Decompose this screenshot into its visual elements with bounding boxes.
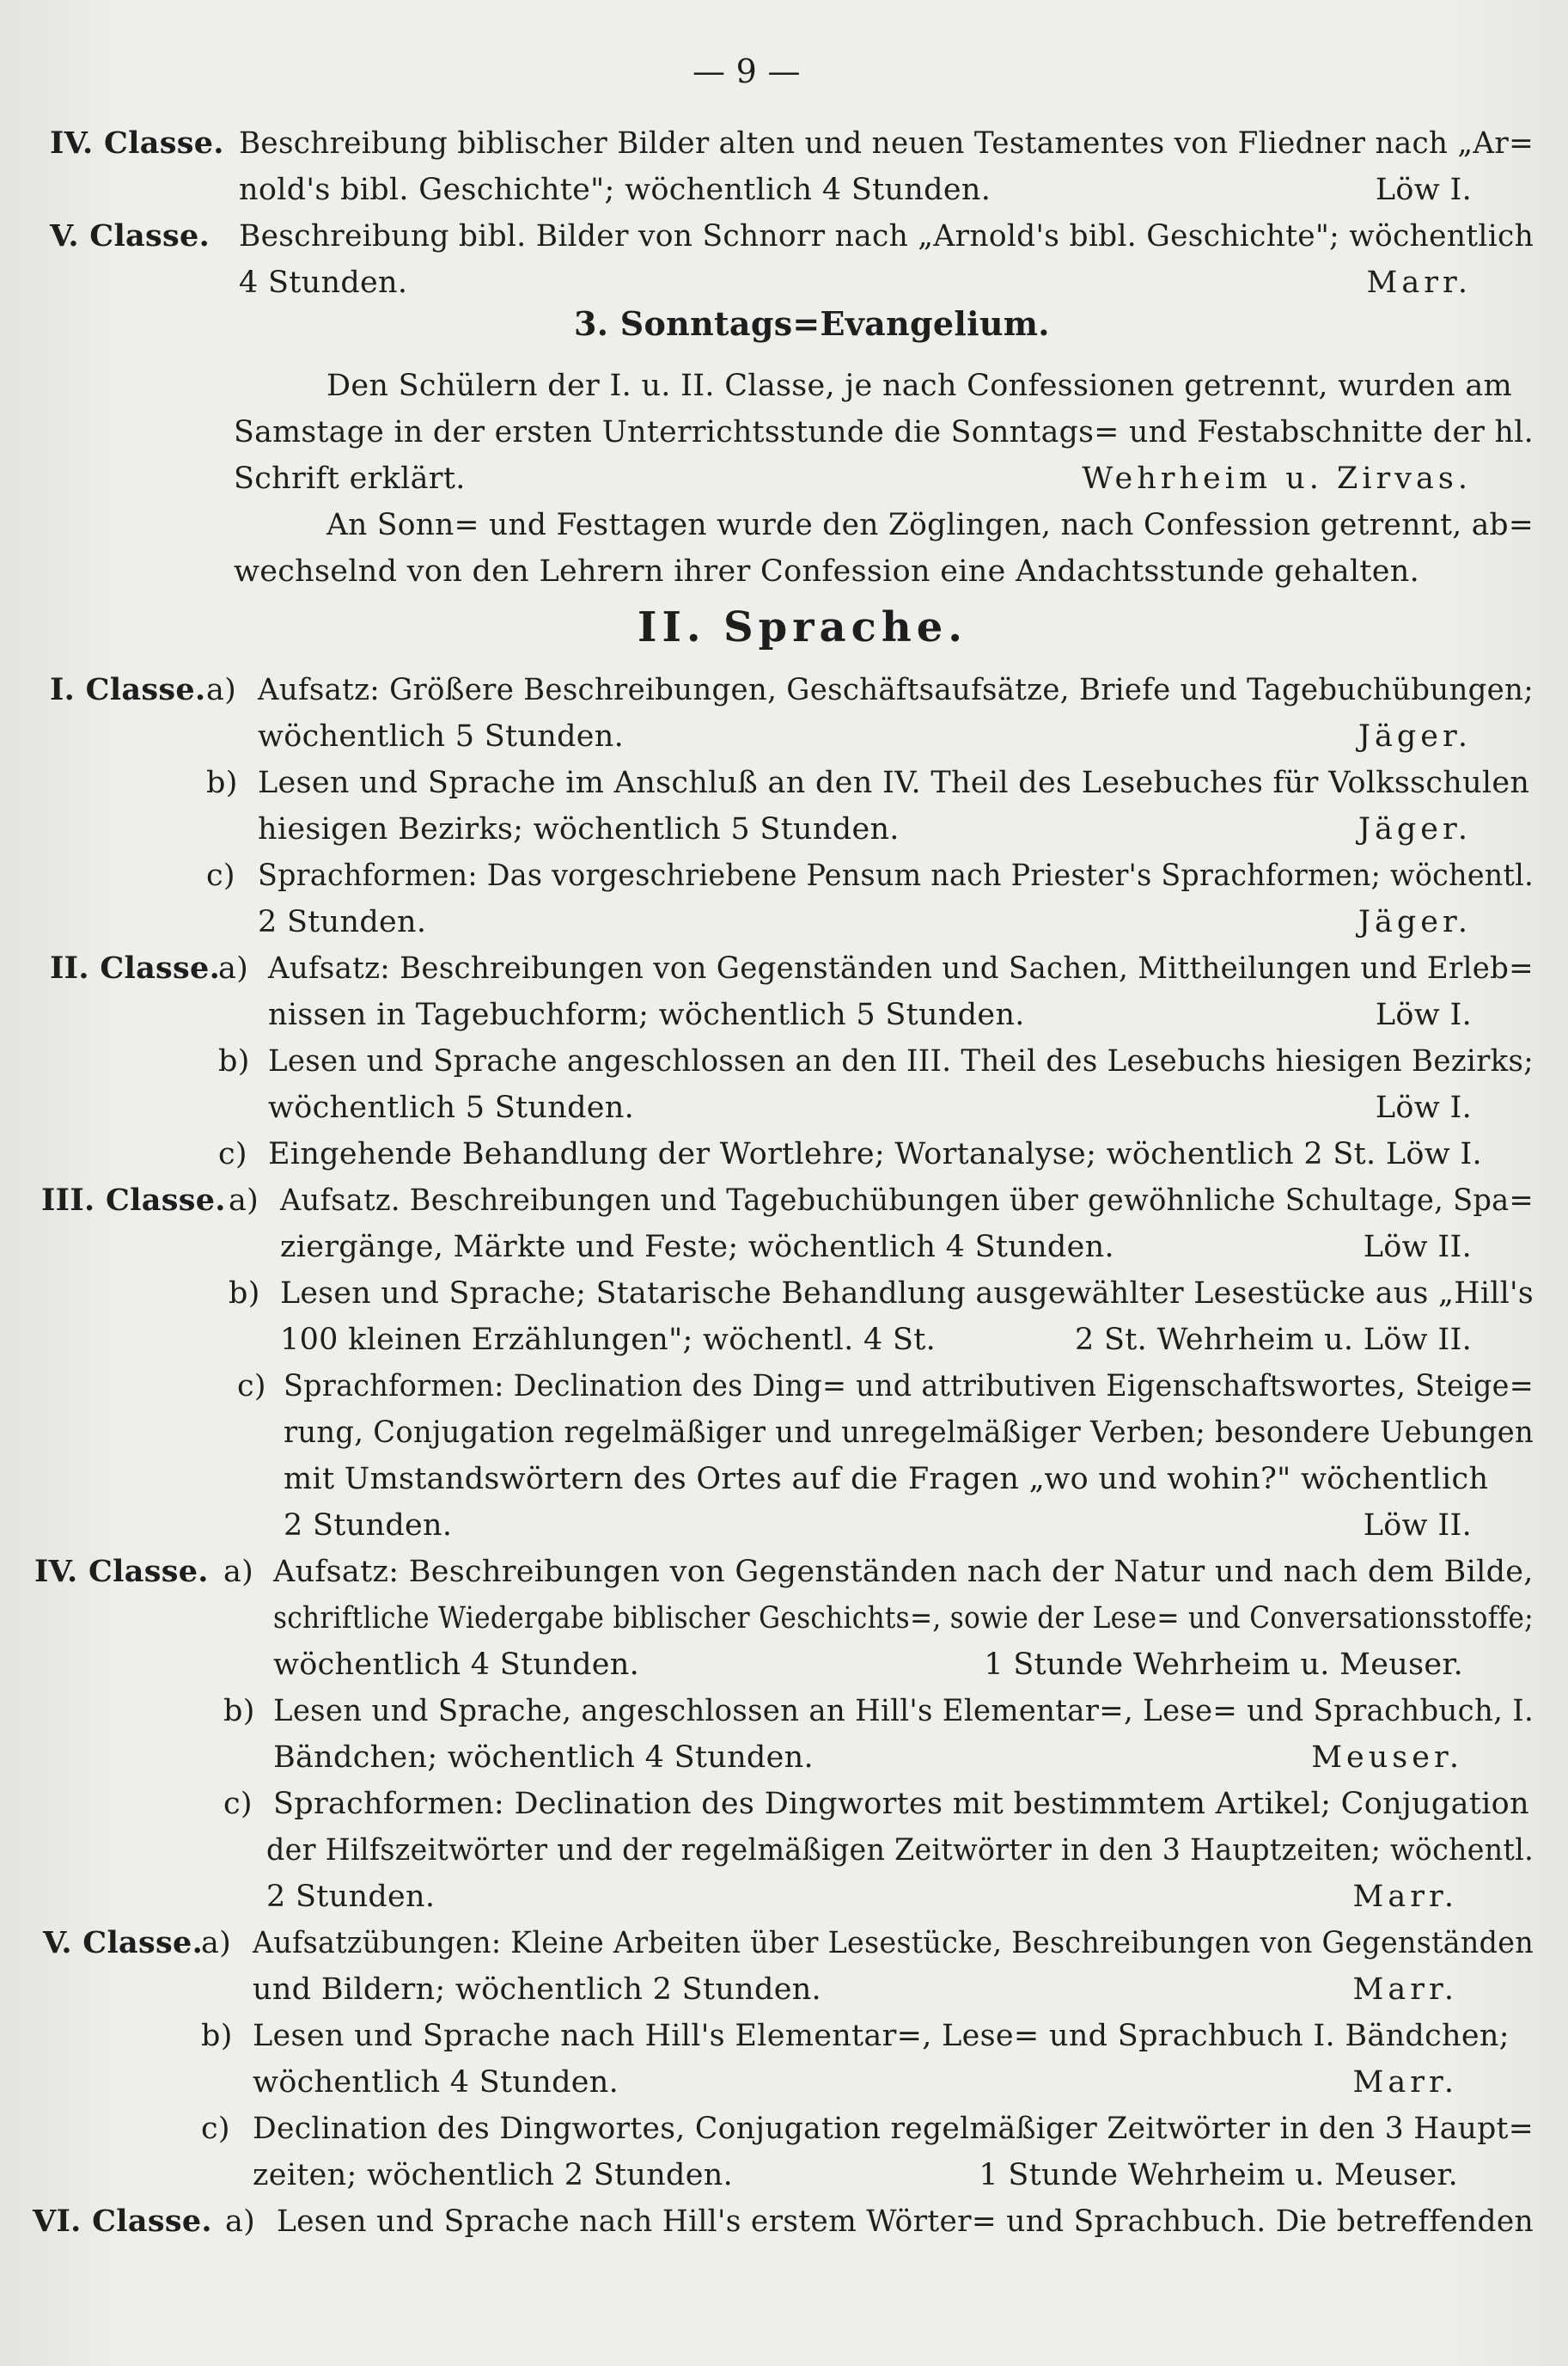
text-line: Sprachformen: Das vorgeschriebene Pensum nach Priester's Sprachformen; wöchentl. <box>258 859 1534 893</box>
teacher-name: Löw I. <box>1375 998 1472 1032</box>
text-line: Lesen und Sprache; Statarische Behandlung ausgewählter Lesestücke aus „Hill's <box>280 1276 1534 1311</box>
teacher-name: Jäger. <box>1358 905 1472 939</box>
text-line: Beschreibung bibl. Bilder von Schnorr nach „Arnold's bibl. Geschichte"; wöchentlich <box>239 219 1534 254</box>
paragraph-line: Schrift erklärt. <box>234 462 466 496</box>
teacher-name: Marr. <box>1352 1972 1458 2007</box>
text-line: Beschreibung biblischer Bilder alten und neuen Testamentes von Fliedner nach „Ar= <box>239 126 1534 161</box>
teacher-name: Löw I. <box>1375 1091 1472 1125</box>
paragraph-line: Den Schülern der I. u. II. Classe, je nach Confessionen getrennt, wurden am <box>326 369 1513 403</box>
text-line: Sprachformen: Declination des Dingwortes mit bestimmtem Artikel; Conjugation <box>273 1787 1529 1821</box>
text-line: Eingehende Behandlung der Wortlehre; Wortanalyse; wöchentlich 2 St. Löw I. <box>268 1137 1482 1171</box>
teacher-name: Löw I. <box>1375 173 1472 207</box>
text-line: der Hilfszeitwörter und der regelmäßigen Zeitwörter in den 3 Hauptzeiten; wöchentl. <box>266 1833 1534 1868</box>
text-line: Aufsatz: Beschreibungen von Gegenständen nach der Natur und nach dem Bilde, <box>273 1555 1534 1589</box>
item-tag: c) <box>201 2112 230 2146</box>
class-label-iii: III. Classe. <box>41 1183 226 1218</box>
text-line: wöchentlich 4 Stunden. <box>273 1648 640 1682</box>
text-line: rung, Conjugation regelmäßiger und unregelmäßiger Verben; besondere Uebungen <box>284 1415 1534 1450</box>
text-line: nissen in Tagebuchform; wöchentlich 5 Stunden. <box>268 998 1025 1032</box>
text-line: wöchentlich 5 Stunden. <box>268 1091 635 1125</box>
class-label-v: V. Classe. <box>50 218 210 254</box>
text-line: mit Umstandswörtern des Ortes auf die Fragen „wo und wohin?" wöchentlich <box>284 1462 1489 1496</box>
item-tag: c) <box>223 1787 253 1821</box>
text-line: schriftliche Wiedergabe biblischer Geschichts=, sowie der Lese= und Conversationsstoffe; <box>273 1601 1534 1635</box>
item-tag: a) <box>223 1555 254 1589</box>
text-line: Aufsatz: Größere Beschreibungen, Geschäftsaufsätze, Briefe und Tagebuchübungen; <box>258 673 1534 707</box>
teacher-name: 1 Stunde Wehrheim u. Meuser. <box>984 1648 1463 1682</box>
text-line: Lesen und Sprache im Anschluß an den IV. Theil des Lesebuches für Volksschulen <box>258 766 1530 800</box>
item-tag: a) <box>218 951 249 986</box>
item-tag: a) <box>229 1183 259 1218</box>
class-label-ii: II. Classe. <box>50 951 221 986</box>
text-line: wöchentlich 5 Stunden. <box>258 719 625 754</box>
text-line: Aufsatzübungen: Kleine Arbeiten über Lesestücke, Beschreibungen von Gegenständen <box>253 1926 1534 1960</box>
text-line: wöchentlich 4 Stunden. <box>253 2065 619 2100</box>
item-tag: b) <box>206 766 238 800</box>
item-tag: c) <box>237 1369 266 1403</box>
item-tag: b) <box>218 1044 250 1079</box>
item-tag: c) <box>206 859 235 893</box>
text-line: Sprachformen: Declination des Ding= und attributiven Eigenschaftswortes, Steige= <box>284 1369 1534 1403</box>
text-line: nold's bibl. Geschichte"; wöchentlich 4 Stunden. <box>239 173 991 207</box>
item-tag: a) <box>201 1926 232 1960</box>
class-label-vi: VI. Classe. <box>33 2204 212 2239</box>
teacher-name: Jäger. <box>1358 719 1472 754</box>
teacher-name: Meuser. <box>1311 1740 1463 1775</box>
text-line: ziergänge, Märkte und Feste; wöchentlich 4 Stunden. <box>280 1230 1114 1264</box>
page-number: — 9 — <box>692 52 801 90</box>
text-line: Aufsatz. Beschreibungen und Tagebuchübungen über gewöhnliche Schultage, Spa= <box>280 1183 1534 1218</box>
text-line: 2 Stunden. <box>266 1880 436 1914</box>
class-label-iv: IV. Classe. <box>50 125 224 161</box>
item-tag: a) <box>206 673 237 707</box>
paragraph-line: wechselnd von den Lehrern ihrer Confession eine Andachtsstunde gehalten. <box>234 554 1420 589</box>
section-heading-sonntag: 3. Sonntags=Evangelium. <box>574 304 1050 343</box>
class-label-iv-sprache: IV. Classe. <box>34 1554 209 1589</box>
teacher-name: Marr. <box>1352 1880 1458 1914</box>
class-label-i: I. Classe. <box>50 672 206 707</box>
paragraph-line: An Sonn= und Festtagen wurde den Zöglingen, nach Confession getrennt, ab= <box>326 508 1534 542</box>
text-line: Aufsatz: Beschreibungen von Gegenständen und Sachen, Mittheilungen und Erleb= <box>268 951 1534 986</box>
text-line: Declination des Dingwortes, Conjugation regelmäßiger Zeitwörter in den 3 Haupt= <box>253 2112 1534 2146</box>
paragraph-line: Samstage in der ersten Unterrichtsstunde die Sonntags= und Festabschnitte der hl. <box>234 415 1534 449</box>
text-line: 2 Stunden. <box>284 1508 453 1543</box>
item-tag: b) <box>201 2019 233 2053</box>
text-line: Lesen und Sprache nach Hill's Elementar=, Lese= und Sprachbuch I. Bändchen; <box>253 2019 1510 2053</box>
teacher-name: Marr. <box>1352 2065 1458 2100</box>
text-line: und Bildern; wöchentlich 2 Stunden. <box>253 1972 821 2007</box>
class-label-v-sprache: V. Classe. <box>43 1925 204 1960</box>
teacher-name: 1 Stunde Wehrheim u. Meuser. <box>979 2158 1458 2192</box>
teacher-name: Löw II. <box>1363 1508 1472 1543</box>
text-line: Bändchen; wöchentlich 4 Stunden. <box>273 1740 814 1775</box>
text-line: 4 Stunden. <box>239 266 408 300</box>
teacher-name: Marr. <box>1366 266 1472 300</box>
text-line: Lesen und Sprache nach Hill's erstem Wörter= und Sprachbuch. Die betreffenden <box>277 2204 1534 2239</box>
text-line: zeiten; wöchentlich 2 Stunden. <box>253 2158 734 2192</box>
teacher-name: Wehrheim u. Zirvas. <box>1082 462 1472 496</box>
item-tag: b) <box>229 1276 260 1311</box>
text-line: Lesen und Sprache, angeschlossen an Hill's Elementar=, Lese= und Sprachbuch, I. <box>273 1694 1534 1728</box>
section-heading-sprache: Sprache. <box>723 603 967 651</box>
teacher-name: 2 St. Wehrheim u. Löw II. <box>1074 1323 1472 1357</box>
teacher-name: Jäger. <box>1358 812 1472 847</box>
item-tag: a) <box>225 2204 256 2239</box>
text-line: 2 Stunden. <box>258 905 427 939</box>
teacher-name: Löw II. <box>1363 1230 1472 1264</box>
text-line: hiesigen Bezirks; wöchentlich 5 Stunden. <box>258 812 900 847</box>
section-heading-sprache-number: II. <box>638 603 706 651</box>
item-tag: b) <box>223 1694 255 1728</box>
text-line: 100 kleinen Erzählungen"; wöchentl. 4 St. <box>280 1323 937 1357</box>
item-tag: c) <box>218 1137 247 1171</box>
text-line: Lesen und Sprache angeschlossen an den III. Theil des Lesebuchs hiesigen Bezirks; <box>268 1044 1534 1079</box>
